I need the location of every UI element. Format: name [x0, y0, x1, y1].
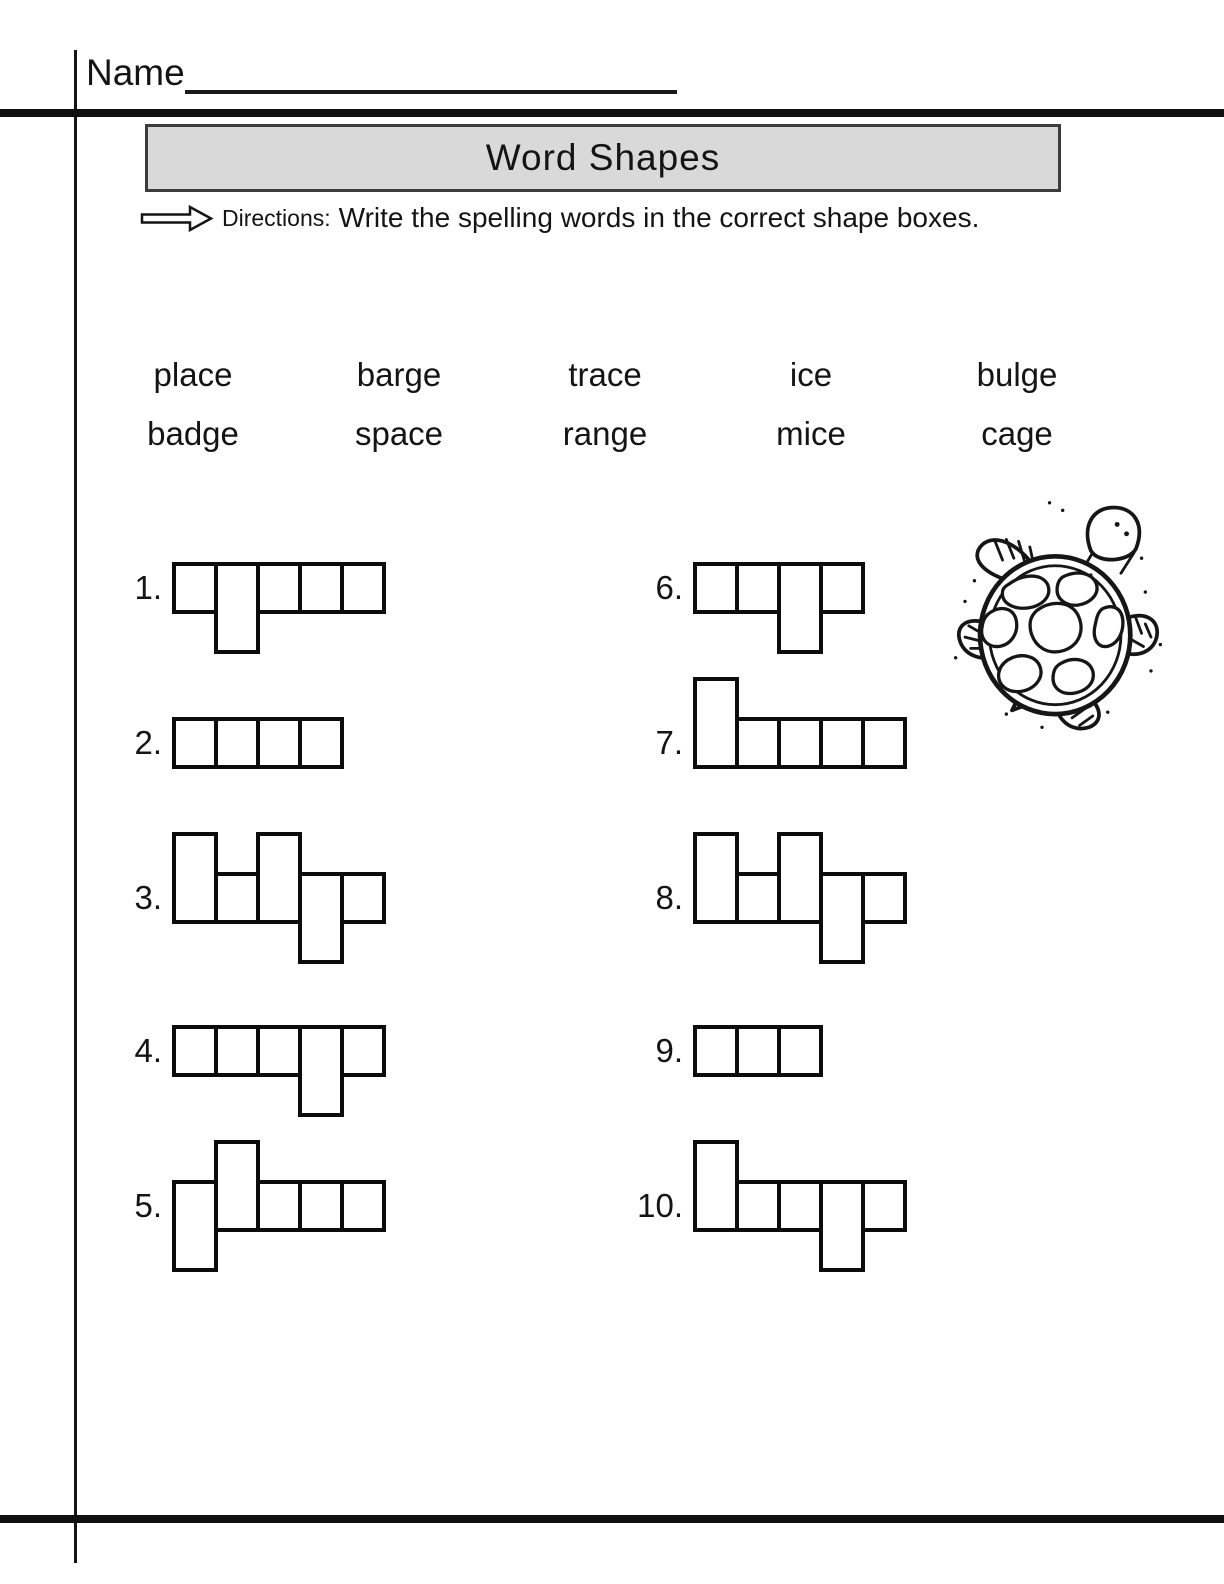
word-shape-8 [637, 872, 907, 964]
shape-number: 8. [655, 879, 683, 916]
word-shape-cell[interactable] [735, 1180, 781, 1232]
word-bank-item: mice [776, 415, 846, 452]
word-shape-cell[interactable] [172, 562, 218, 614]
word-shape-cell[interactable] [214, 1025, 260, 1077]
word-shape-cell[interactable] [693, 677, 739, 769]
shape-number: 7. [655, 724, 683, 761]
shape-number: 1. [134, 569, 162, 606]
turtle-eye [1115, 522, 1120, 527]
turtle-clipart-image [950, 498, 1166, 733]
word-shape-cell[interactable] [693, 832, 739, 924]
word-shape-cell[interactable] [819, 562, 865, 614]
shape-number: 3. [134, 879, 162, 916]
word-bank-item: ice [789, 356, 833, 393]
word-shape-cell[interactable] [819, 872, 865, 964]
word-shape-cell[interactable] [340, 1180, 386, 1232]
word-bank-item: badge [147, 415, 239, 452]
word-shape-cell[interactable] [819, 1180, 865, 1272]
turtle-head [1088, 508, 1140, 560]
word-shape-cell[interactable] [298, 1025, 344, 1117]
word-bank-item: bulge [976, 356, 1058, 393]
shape-number: 6. [655, 569, 683, 606]
shape-cells [693, 1180, 907, 1272]
name-label: Name [86, 52, 185, 93]
word-shape-cell[interactable] [777, 562, 823, 654]
word-bank-item: place [153, 356, 233, 393]
word-shape-cell[interactable] [777, 1180, 823, 1232]
word-shape-1 [116, 562, 386, 654]
word-shape-cell[interactable] [298, 872, 344, 964]
word-shape-cell[interactable] [256, 1180, 302, 1232]
word-shape-7 [637, 717, 907, 769]
shape-cells [693, 1025, 823, 1077]
word-shape-cell[interactable] [861, 1180, 907, 1232]
word-shape-2 [116, 717, 344, 769]
word-bank-item: trace [568, 356, 642, 393]
word-shape-cell[interactable] [693, 1140, 739, 1232]
shape-number: 4. [134, 1032, 162, 1069]
word-bank-item: space [354, 415, 444, 452]
word-shape-cell[interactable] [735, 717, 781, 769]
word-shape-cell[interactable] [172, 1180, 218, 1272]
turtle-eye [1124, 531, 1129, 536]
word-shape-6 [637, 562, 865, 654]
word-shape-4 [116, 1025, 386, 1117]
word-shape-5 [116, 1180, 386, 1272]
word-shape-cell[interactable] [340, 1025, 386, 1077]
word-shape-cell[interactable] [214, 717, 260, 769]
shape-number: 5. [134, 1187, 162, 1224]
word-shape-cell[interactable] [172, 1025, 218, 1077]
word-shape-cell[interactable] [861, 872, 907, 924]
directions-text: Write the spelling words in the correct shape boxes. [338, 202, 980, 233]
word-shape-cell[interactable] [735, 562, 781, 614]
shape-cells [693, 872, 907, 964]
word-shape-cell[interactable] [777, 832, 823, 924]
shape-cells [172, 1025, 386, 1117]
shape-cells [693, 717, 907, 769]
word-shape-cell[interactable] [256, 562, 302, 614]
word-shape-cell[interactable] [861, 717, 907, 769]
shape-number: 2. [134, 724, 162, 761]
word-shape-cell[interactable] [298, 562, 344, 614]
shape-cells [172, 1180, 386, 1272]
word-shape-cell[interactable] [172, 832, 218, 924]
word-shape-cell[interactable] [256, 717, 302, 769]
word-shape-3 [116, 872, 386, 964]
word-bank-item: barge [356, 356, 442, 393]
shape-number: 10. [637, 1187, 683, 1224]
word-shape-cell[interactable] [340, 562, 386, 614]
word-shape-cell[interactable] [735, 1025, 781, 1077]
word-shape-cell[interactable] [340, 872, 386, 924]
word-shape-cell[interactable] [298, 717, 344, 769]
word-shape-10 [637, 1180, 907, 1272]
word-shape-cell[interactable] [693, 1025, 739, 1077]
shape-number: 9. [655, 1032, 683, 1069]
word-shape-cell[interactable] [256, 1025, 302, 1077]
word-shape-cell[interactable] [819, 717, 865, 769]
word-shape-cell[interactable] [777, 717, 823, 769]
directions-label: Directions: [222, 204, 331, 231]
shape-cells [172, 872, 386, 964]
word-bank-item: cage [981, 415, 1053, 452]
shape-cells [172, 717, 344, 769]
word-shape-cell[interactable] [172, 717, 218, 769]
shape-cells [693, 562, 865, 654]
shape-cells [172, 562, 386, 654]
word-shape-cell[interactable] [735, 872, 781, 924]
word-shape-cell[interactable] [256, 832, 302, 924]
word-shape-cell[interactable] [214, 562, 260, 654]
word-shape-9 [637, 1025, 823, 1077]
word-bank-item: range [562, 415, 648, 452]
page-title: Word Shapes [485, 137, 721, 178]
word-shape-cell[interactable] [214, 872, 260, 924]
word-shape-cell[interactable] [214, 1140, 260, 1232]
word-shape-cell[interactable] [693, 562, 739, 614]
word-shape-cell[interactable] [777, 1025, 823, 1077]
word-shape-cell[interactable] [298, 1180, 344, 1232]
